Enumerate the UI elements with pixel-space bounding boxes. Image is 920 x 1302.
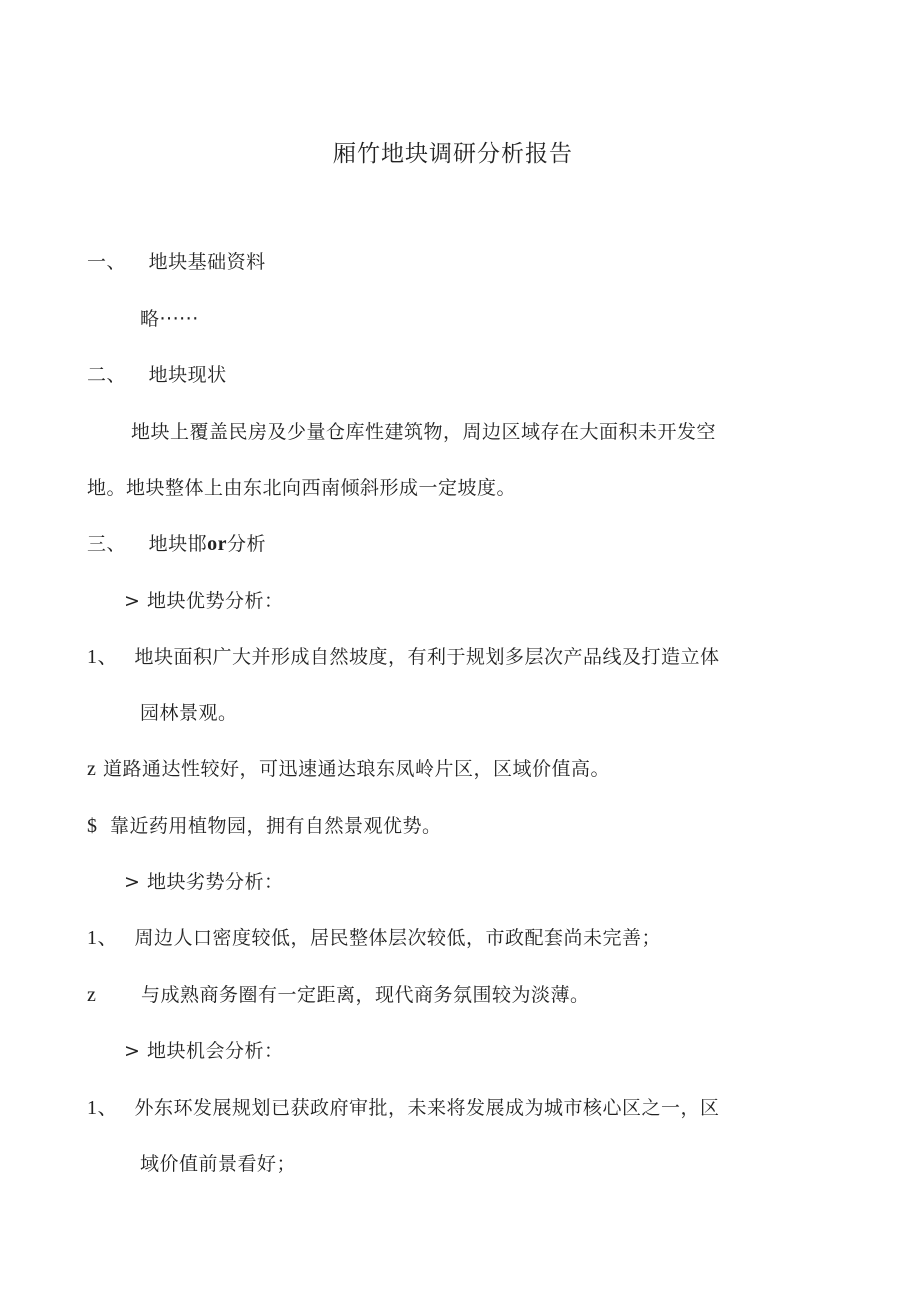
advantage-item-2-marker: z	[87, 758, 97, 780]
disadvantage-item-2-marker: z	[87, 984, 97, 1006]
disadvantages-heading: > 地块劣势分析：	[124, 871, 284, 893]
section-3-marker: 三、	[87, 533, 127, 555]
section-1-heading	[87, 250, 266, 274]
section-2-heading	[87, 363, 227, 387]
advantage-item-1-marker: 1、	[87, 646, 118, 668]
advantage-item-2	[87, 757, 610, 781]
section-3-title-part1: 地块邯	[148, 533, 208, 555]
advantage-item-1	[87, 645, 720, 669]
opportunity-item-1	[87, 1096, 720, 1120]
disadvantage-item-2-text: 与成熟商务圈有一定距离，现代商务氛围较为淡薄。	[140, 984, 590, 1006]
advantage-item-1-text: 地块面积广大并形成自然坡度，有利于规划多层次产品线及打造立体	[134, 646, 720, 668]
document-title: 厢竹地块调研分析报告	[333, 141, 573, 167]
section-2-body-line2: 地。地块整体上由东北向西南倾斜形成一定坡度。	[87, 477, 517, 499]
section-2-marker: 二、	[87, 364, 127, 386]
disadvantage-item-1	[87, 926, 661, 950]
section-1-marker: 一、	[87, 251, 127, 273]
advantage-item-3-marker: $	[87, 815, 98, 837]
section-1-title: 地块基础资料	[148, 251, 266, 273]
section-2-title: 地块现状	[148, 364, 227, 386]
advantages-heading: > 地块优势分析：	[124, 590, 284, 612]
disadvantage-item-1-marker: 1、	[87, 927, 118, 949]
disadvantage-item-1-text: 周边人口密度较低，居民整体层次较低，市政配套尚未完善；	[134, 927, 662, 949]
section-2-body-line1: 地块上覆盖民房及少量仓库性建筑物，周边区域存在大面积未开发空	[131, 421, 717, 443]
advantage-item-3-text: 靠近药用植物园，拥有自然景观优势。	[110, 815, 442, 837]
section-3-heading	[87, 532, 266, 556]
section-3-title-part2: or	[207, 533, 227, 555]
section-3-title-part3: 分析	[226, 533, 266, 555]
section-1-body: 略······	[140, 308, 199, 330]
advantage-item-2-text: 道路通达性较好，可迅速通达琅东凤岭片区，区域价值高。	[102, 758, 610, 780]
advantage-item-3	[87, 814, 442, 838]
opportunity-item-1-text: 外东环发展规划已获政府审批，未来将发展成为城市核心区之一，区	[134, 1097, 720, 1119]
advantage-item-1-cont: 园林景观。	[140, 702, 238, 724]
disadvantage-item-2	[87, 983, 589, 1007]
opportunities-heading: > 地块机会分析：	[124, 1040, 284, 1062]
opportunity-item-1-marker: 1、	[87, 1097, 118, 1119]
opportunity-item-1-cont: 域价值前景看好；	[140, 1153, 297, 1175]
